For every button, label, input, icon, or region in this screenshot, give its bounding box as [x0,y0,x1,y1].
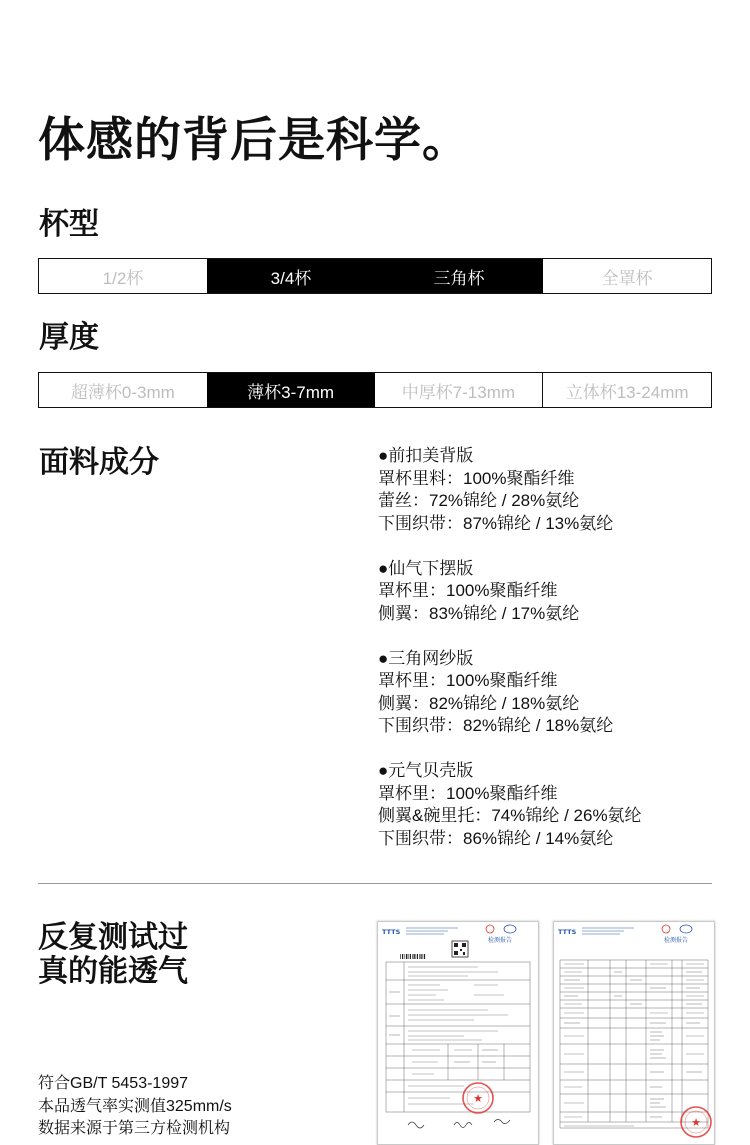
fabric-group [378,760,718,850]
fabric-group-heading: ●仙气下摆版 [378,558,474,578]
thickness-option-3d[interactable]: 立体杯13-24mm [542,373,711,407]
fabric-line: 下围织带：86%锦纶 / 14%氨纶 [378,828,614,848]
accreditation-mark-icon [680,925,692,933]
signature-icon [494,1120,510,1124]
signature-icon [454,1123,472,1128]
tested-title-line: 反复测试过 [38,921,188,954]
tested-title-line: 真的能透气 [38,955,188,988]
fabric-line: 罩杯里料：100%聚酯纤维 [378,468,575,488]
cma-mark-icon [486,925,494,933]
barcode-icon [400,954,425,959]
cma-mark-icon [662,925,670,933]
report-table [386,962,530,1112]
fabric-title: 面料成分 [39,446,159,479]
fabric-line: 侧翼：83%锦纶 / 17%氨纶 [378,603,580,623]
note-data-source: 数据来源于第三方检测机构 [38,1120,231,1137]
fabric-group [378,558,718,626]
fabric-line: 罩杯里：100%聚酯纤维 [378,581,558,600]
cup-option-triangle[interactable]: 三角杯 [375,259,543,293]
thickness-option-thin[interactable]: 薄杯3-7mm [207,373,375,407]
fabric-list [378,445,718,873]
cup-type-title: 杯型 [39,208,99,241]
fabric-group-heading: ●前扣美背版 [378,446,474,465]
tested-title [38,921,188,989]
cup-option-full[interactable]: 全罩杯 [601,268,653,288]
note-measured-value: 本品透气率实测值325mm/s [38,1097,232,1115]
report-brand: TTTS [382,928,401,936]
report-doc-title: 检测报告 [487,937,513,944]
fabric-group-heading: ●元气贝壳版 [378,761,474,780]
fabric-line: 蕾丝：72%锦纶 / 28%氨纶 [378,491,580,510]
thickness-title: 厚度 [39,321,99,354]
accreditation-mark-icon [504,925,516,933]
tested-notes [38,1073,232,1141]
test-report-image-1[interactable] [377,921,539,1145]
fabric-line: 侧翼：82%锦纶 / 18%氨纶 [378,693,580,713]
fabric-group [378,648,718,738]
note-standard: 符合GB/T 5453-1997 [38,1075,189,1092]
fabric-line: 下围织带：87%锦纶 / 13%氨纶 [378,513,614,533]
fabric-group-heading: ●三角网纱版 [378,648,474,668]
section-divider [38,883,712,884]
test-report-image-2[interactable] [553,921,715,1145]
fabric-line: 罩杯里：100%聚酯纤维 [378,671,558,690]
fabric-line: 侧翼&碗里托：74%锦纶 / 26%氨纶 [378,806,642,825]
thickness-option-medium[interactable]: 中厚杯7-13mm [401,382,516,402]
cup-option-three-quarter[interactable]: 3/4杯 [207,259,375,293]
report-doc-title: 检测报告 [663,937,689,944]
qr-code-icon [452,941,468,957]
cup-option-half[interactable]: 1/2杯 [102,268,144,288]
fabric-line: 下围织带：82%锦纶 / 18%氨纶 [378,716,614,735]
cup-type-selector[interactable] [38,258,712,294]
signature-icon [408,1122,424,1128]
report-brand: TTTS [558,928,577,936]
thickness-selector[interactable] [38,372,712,408]
red-seal-stamp-icon [463,1083,493,1113]
thickness-option-ultra-thin[interactable]: 超薄杯0-3mm [70,382,175,402]
page-headline: 体感的背后是科学。 [38,113,470,166]
fabric-line: 罩杯里：100%聚酯纤维 [378,783,558,803]
svg-text:★: ★ [691,1117,701,1129]
svg-text:★: ★ [473,1093,483,1105]
fabric-group [378,445,718,535]
